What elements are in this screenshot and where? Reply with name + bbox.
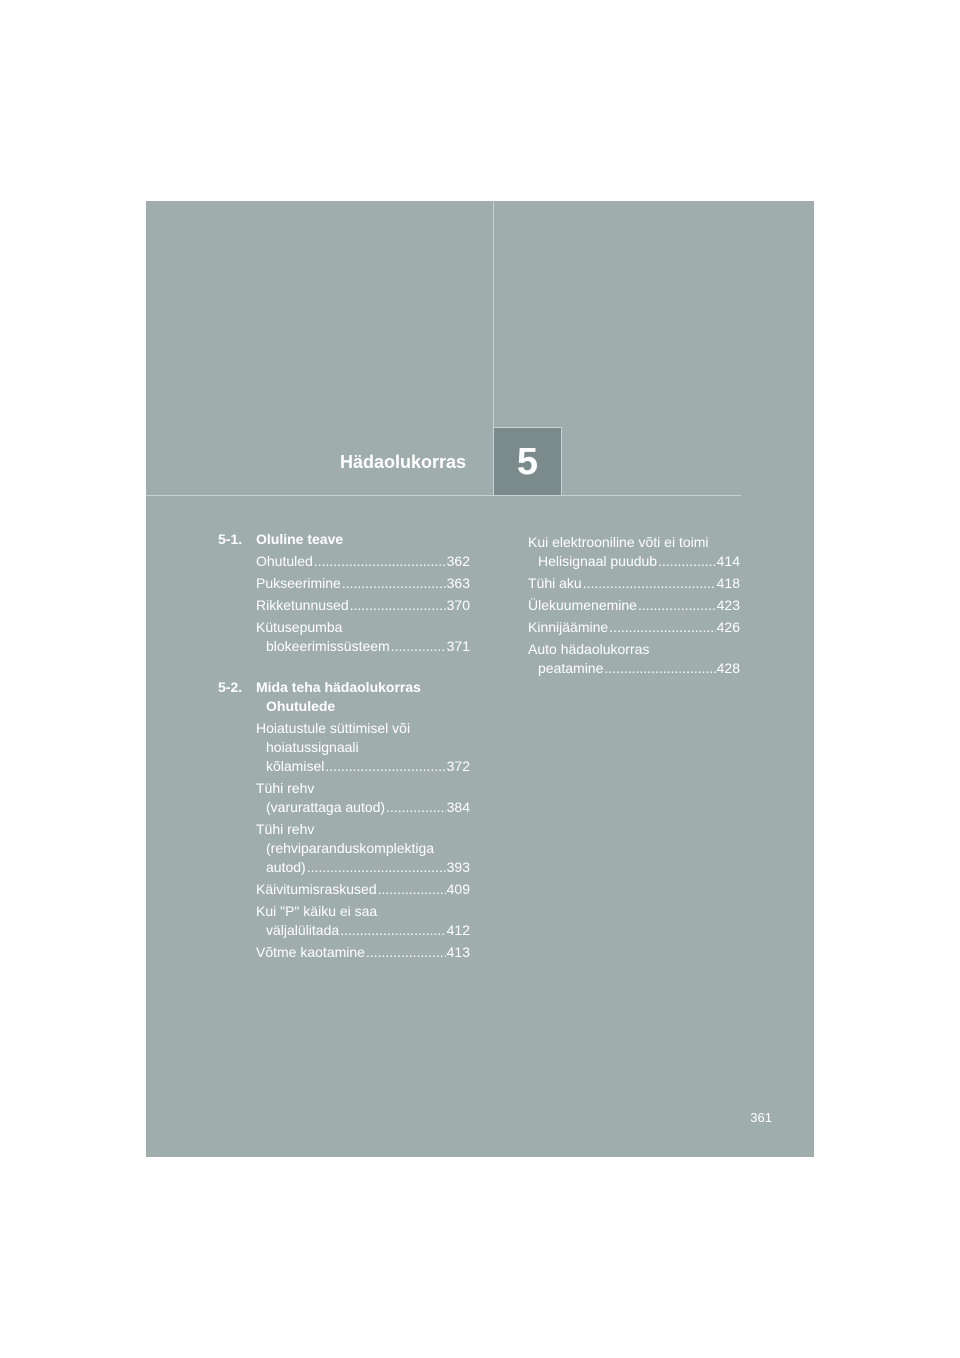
toc-entry-line <box>528 659 740 678</box>
toc-entry-line <box>256 757 470 776</box>
toc-entry-label: (rehviparanduskomplektiga <box>266 840 435 856</box>
dot-leader <box>583 574 716 593</box>
toc-entry-line <box>256 902 470 921</box>
dot-leader <box>340 921 445 940</box>
toc-entry-line <box>528 574 740 593</box>
dot-leader <box>314 552 446 571</box>
chapter-title: Hädaolukorras <box>339 452 466 472</box>
toc-page-ref: 362 <box>446 553 470 569</box>
dot-leader <box>342 574 446 593</box>
toc-page-ref: 370 <box>446 597 470 613</box>
toc-entry-label: Pukseerimine <box>256 575 341 591</box>
toc-entry[interactable] <box>256 902 470 940</box>
dot-leader <box>350 596 446 615</box>
section-body <box>256 530 470 656</box>
toc-page-ref: 372 <box>446 758 470 774</box>
toc-entry-label: Tühi aku <box>528 575 582 591</box>
dot-leader <box>325 757 445 776</box>
toc-page-ref: 423 <box>716 597 740 613</box>
dot-leader <box>658 552 716 571</box>
page-number: 361 <box>750 1110 772 1125</box>
toc-page-ref: 414 <box>716 553 740 569</box>
toc-entry-label: Rikketunnused <box>256 597 349 613</box>
toc-entry-line <box>256 574 470 593</box>
toc-entry-label: Kinnijäämine <box>528 619 609 635</box>
toc-entry[interactable] <box>256 779 470 817</box>
toc-entry-line <box>256 738 470 757</box>
toc-entry[interactable] <box>256 618 470 656</box>
toc-entry[interactable] <box>256 719 470 776</box>
toc-page-ref: 418 <box>716 575 740 591</box>
toc-entry-label: autod) <box>266 859 306 875</box>
toc-entry[interactable] <box>256 820 470 877</box>
toc-entry[interactable] <box>256 880 470 899</box>
toc-entry-label: Kui elektrooniline võti ei toimi <box>528 534 709 550</box>
toc-entry-label: väljalülitada <box>266 922 340 938</box>
toc-page-ref: 413 <box>446 944 470 960</box>
toc-page-ref: 412 <box>446 922 470 938</box>
chapter-number: 5 <box>494 427 562 495</box>
toc-page-ref: 426 <box>716 619 740 635</box>
dot-leader <box>386 798 446 817</box>
dot-leader <box>366 943 446 962</box>
toc-entry-label: Kütusepumba <box>256 619 343 635</box>
toc-entry-label: Võtme kaotamine <box>256 944 365 960</box>
toc-entry[interactable] <box>528 596 740 615</box>
toc-entry-label: blokeerimissüsteem <box>266 638 390 654</box>
toc-entry-label: peatamine <box>538 660 604 676</box>
toc-entry-line <box>256 552 470 571</box>
toc-page-ref: 371 <box>446 638 470 654</box>
toc-entry-label: Ohutuled <box>256 553 313 569</box>
toc-entry-line <box>528 596 740 615</box>
toc-entry-label: Tühi rehv <box>256 780 315 796</box>
section-body <box>256 678 470 962</box>
toc-entry-label: Hoiatustule süttimisel või <box>256 720 411 736</box>
toc-page-ref: 363 <box>446 575 470 591</box>
toc-entry-line <box>256 943 470 962</box>
dot-leader <box>378 880 446 899</box>
toc-entry-line <box>528 552 740 571</box>
toc-entry-line <box>256 839 470 858</box>
toc-entry-line <box>528 618 740 637</box>
toc-left-column <box>218 530 470 984</box>
toc-page-ref: 384 <box>446 799 470 815</box>
toc-entry-line <box>256 596 470 615</box>
toc-entry[interactable] <box>528 533 740 571</box>
toc-entry[interactable] <box>256 943 470 962</box>
toc-entry-line <box>528 533 740 552</box>
toc-entry-line <box>256 880 470 899</box>
toc-entry-label: Ülekuumenemine <box>528 597 637 613</box>
toc-page-ref: 409 <box>446 881 470 897</box>
toc-entry-line <box>528 640 740 659</box>
toc-entry-line <box>256 820 470 839</box>
toc-entry-line <box>256 637 470 656</box>
toc-entry-line <box>256 921 470 940</box>
section-title: Oluline teave <box>256 531 344 547</box>
toc-entry[interactable] <box>528 618 740 637</box>
toc-entry-line <box>256 618 470 637</box>
dot-leader <box>609 618 715 637</box>
toc-entry-label: Tühi rehv <box>256 821 315 837</box>
toc-entry[interactable] <box>256 574 470 593</box>
toc-entry[interactable] <box>528 640 740 678</box>
toc-entry-line <box>256 779 470 798</box>
section-subtitle: Ohutulede <box>266 698 336 714</box>
section-number: 5-1. <box>218 531 243 547</box>
section-number: 5-2. <box>218 679 243 695</box>
toc-entry-label: kõlamisel <box>266 758 325 774</box>
toc-entry-label: hoiatussignaali <box>266 739 359 755</box>
toc-entry[interactable] <box>528 574 740 593</box>
toc-entry-label: Auto hädaolukorras <box>528 641 650 657</box>
divider-horizontal <box>146 495 741 496</box>
dot-leader <box>604 659 715 678</box>
toc-entry-line <box>256 858 470 877</box>
toc-entry-label: Kui "P" käiku ei saa <box>256 903 378 919</box>
dot-leader <box>391 637 446 656</box>
toc-entry[interactable] <box>256 552 470 571</box>
toc-section <box>218 678 470 962</box>
toc-entry-label: (varurattaga autod) <box>266 799 386 815</box>
toc-entry-line <box>256 719 470 738</box>
toc-entry-label: Käivitumisraskused <box>256 881 377 897</box>
toc-entry-line <box>256 798 470 817</box>
toc-entry-label: Helisignaal puudub <box>538 553 658 569</box>
toc-page-ref: 393 <box>446 859 470 875</box>
dot-leader <box>307 858 446 877</box>
toc-page-ref: 428 <box>716 660 740 676</box>
toc-section <box>218 530 470 656</box>
toc-entry[interactable] <box>256 596 470 615</box>
toc-right-column <box>528 530 740 678</box>
dot-leader <box>638 596 716 615</box>
section-title: Mida teha hädaolukorras <box>256 679 421 695</box>
